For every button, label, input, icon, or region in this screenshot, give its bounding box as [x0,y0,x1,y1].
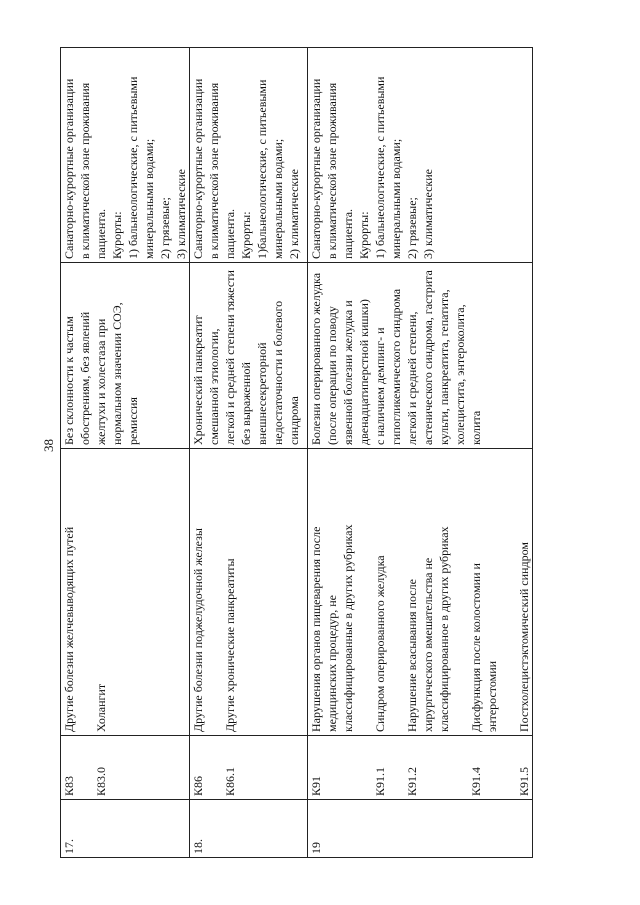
icd-code: К83 [62,775,76,796]
disease-name: Другие хронические панкреатиты [223,558,237,732]
condition-line: легкой и средней степени тяжести [223,270,237,445]
row-number-cell [308,800,533,858]
icd-code: К91.5 [517,766,531,796]
direction-line: 2) грязевые; [158,197,172,259]
direction-line: 3) климатические [174,169,188,259]
direction-line: минеральными водами; [271,138,285,259]
direction-line: пациента. [223,208,237,259]
icd-code: К86.1 [223,766,237,796]
rotated-page-content [60,48,531,858]
icd-code-cell [308,736,533,800]
icd-code: К86 [191,775,205,796]
disease-name-line: классифицированные в других рубриках [341,524,355,732]
condition-line: смешанной этиологии, [207,328,221,445]
icd-code: К91.2 [405,766,419,796]
condition-line: с наличием демпинг- и [373,327,387,445]
direction-cell [308,48,533,263]
direction-line: Санаторно-курортные организации [309,78,323,259]
row-number: 19 [309,842,323,854]
direction-line: в климатической зоне проживания [207,82,221,259]
row-number: 18. [191,839,205,854]
condition-line: синдрома [287,396,301,445]
condition-line: Болезни оперированного желудка [309,272,323,445]
condition-line: культи, панкреатита, гепатита, [437,289,451,445]
condition-line: нормальном значении СОЭ, [110,302,124,445]
direction-line: 1) бальнеологические, с питьевыми [126,76,140,259]
condition-cell [190,263,308,449]
direction-line: Санаторно-курортные организации [62,78,76,259]
direction-cell [190,48,308,263]
direction-line: в климатической зоне проживания [325,82,339,259]
condition-line: двенадцатиперстной кишки) [357,299,371,445]
table-row [61,48,190,858]
disease-name: Другие болезни желчевыводящих путей [62,526,76,732]
disease-name-line: Нарушение всасывания после [405,579,419,732]
direction-line: в климатической зоне проживания [78,82,92,259]
condition-line: холецистита, энтероколита, [453,304,467,445]
icd-code: К83.0 [94,766,108,796]
direction-line: пациента. [341,208,355,259]
condition-line: недостаточности и болевого [271,300,285,445]
condition-line: Без склонности к частым [62,316,76,445]
table-row [308,48,533,858]
icd-code: К91 [309,775,323,796]
disease-name-line: Синдром оперированного желудка [373,555,387,732]
row-number: 17. [62,839,76,854]
condition-line: язвенной болезни желудка и [341,300,355,445]
direction-line: Санаторно-курортные организации [191,78,205,259]
direction-line: Курорты: [357,211,371,259]
condition-cell [308,263,533,449]
condition-line: без выраженной [239,362,253,445]
condition-line: астенического синдрома, гастрита [421,270,435,445]
icd-code-cell [190,736,308,800]
condition-line: обострениям, без явлений [78,311,92,445]
direction-line: Курорты: [110,211,124,259]
table-row [190,48,308,858]
condition-line: Хронический панкреатит [191,315,205,445]
icd-code-cell [61,736,190,800]
disease-name-line: Нарушения органов пищеварения после [309,526,323,732]
disease-name-line: Постхолецистэктомический синдром [517,542,531,732]
direction-line: 1) бальнеологические, с питьевыми [373,76,387,259]
direction-line: 3) климатические [421,169,435,259]
condition-cell [61,263,190,449]
disease-name-line: хирургического вмешательства не [421,557,435,732]
disease-name-cell [190,449,308,736]
disease-name-cell [61,449,190,736]
direction-line: 2) климатические [287,169,301,259]
icd-code: К91.4 [469,766,483,796]
disease-name: Холангит [94,683,108,732]
direction-line: 1)бальнеологические, с питьевыми [255,79,269,259]
direction-line: Курорты: [239,211,253,259]
disease-name-cell [308,449,533,736]
direction-line: минеральными водами; [142,138,156,259]
disease-name: Другие болезни поджелудочной железы [191,528,205,732]
condition-line: (после операции по поводу [325,306,339,445]
direction-line: минеральными водами; [389,138,403,259]
disease-name-line: энтеростомии [485,660,499,732]
icd-code: К91.1 [373,766,387,796]
row-number-cell [190,800,308,858]
condition-line: легкой и средней степени, [405,311,419,445]
direction-cell [61,48,190,263]
condition-line: внешнесекреторной [255,342,269,445]
resort-indications-table [60,47,533,858]
disease-name-line: медицинских процедур, не [325,595,339,732]
direction-line: 2) грязевые; [405,197,419,259]
condition-line: колита [469,410,483,445]
disease-name-line: классифицированное в других рубриках [437,526,451,732]
page-number: 38 [41,439,56,452]
condition-line: гипогликемического синдрома [389,288,403,445]
condition-line: желтухи и холестаза при [94,318,108,445]
row-number-cell [61,800,190,858]
direction-line: пациента. [94,208,108,259]
disease-name-line: Дисфункция после колостомии и [469,563,483,732]
condition-line: ремиссия [126,397,140,445]
